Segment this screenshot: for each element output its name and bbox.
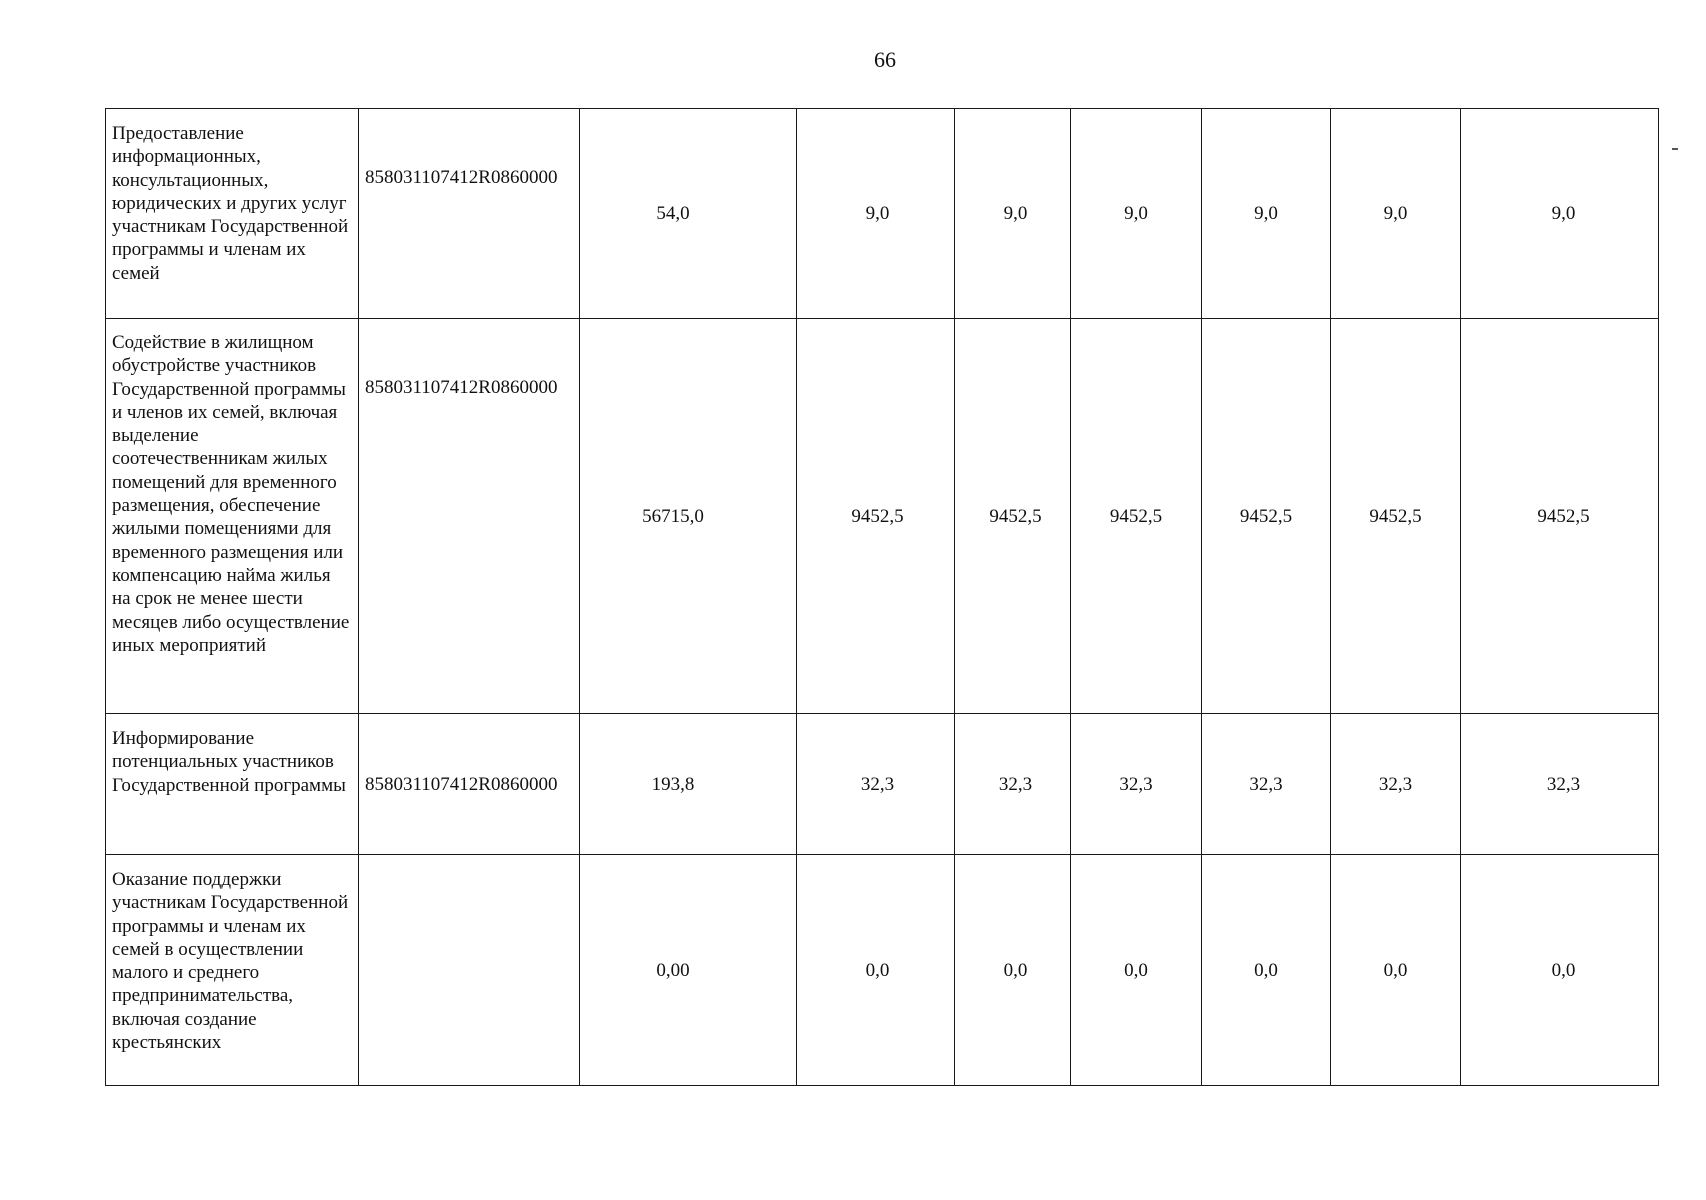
value-cell: 9,0 [1331, 109, 1461, 319]
value-cell: 0,0 [1202, 855, 1331, 1086]
row-name-cell: Информирование потенциальных участников Государственной программы [106, 714, 359, 855]
value-cell: 32,3 [1331, 714, 1461, 855]
value-cell: 9452,5 [955, 319, 1071, 714]
value-cell: 9,0 [1071, 109, 1202, 319]
table-row [106, 319, 1659, 714]
value-cell: 32,3 [1461, 714, 1659, 855]
value-cell: 9452,5 [1461, 319, 1659, 714]
value-cell: 56715,0 [580, 319, 797, 714]
value-cell: 32,3 [955, 714, 1071, 855]
table-row [106, 855, 1659, 1086]
row-code-cell: 858031107412R0860000 [359, 714, 580, 855]
value-cell: 9452,5 [1071, 319, 1202, 714]
value-cell: 0,00 [580, 855, 797, 1086]
value-cell: 54,0 [580, 109, 797, 319]
value-cell: 9452,5 [1331, 319, 1461, 714]
value-cell: 0,0 [955, 855, 1071, 1086]
value-cell: 9,0 [1202, 109, 1331, 319]
row-code-cell: 858031107412R0860000 [359, 109, 580, 319]
row-name-cell: Предоставление информационных, консультационных, юридических и других услуг участникам Государственной программы и членам их семей [106, 109, 359, 319]
budget-table [105, 108, 1659, 1086]
value-cell: 32,3 [1071, 714, 1202, 855]
row-code-cell [359, 855, 580, 1086]
table-row [106, 109, 1659, 319]
value-cell: 32,3 [797, 714, 955, 855]
value-cell: 9452,5 [797, 319, 955, 714]
value-cell: 0,0 [1461, 855, 1659, 1086]
value-cell: 9452,5 [1202, 319, 1331, 714]
value-cell: 0,0 [1071, 855, 1202, 1086]
value-cell: 32,3 [1202, 714, 1331, 855]
row-name-cell: Оказание поддержки участникам Государственной программы и членам их семей в осуществлении малого и среднего предпринимательства, включая создание крестьянских [106, 855, 359, 1086]
value-cell: 193,8 [580, 714, 797, 855]
margin-mark [1672, 148, 1678, 150]
table-row [106, 714, 1659, 855]
page-number: 66 [874, 47, 896, 72]
value-cell: 9,0 [797, 109, 955, 319]
value-cell: 9,0 [955, 109, 1071, 319]
value-cell: 9,0 [1461, 109, 1659, 319]
row-name-cell: Содействие в жилищном обустройстве участников Государственной программы и членов их семей, включая выделение соотечественникам жилых помещений для временного размещения, обеспечение жилыми помещениями для временного размещения или компенсацию найма жилья на срок не менее шести месяцев либо осуществление иных мероприятий [106, 319, 359, 714]
value-cell: 0,0 [1331, 855, 1461, 1086]
row-code-cell: 858031107412R0860000 [359, 319, 580, 714]
value-cell: 0,0 [797, 855, 955, 1086]
